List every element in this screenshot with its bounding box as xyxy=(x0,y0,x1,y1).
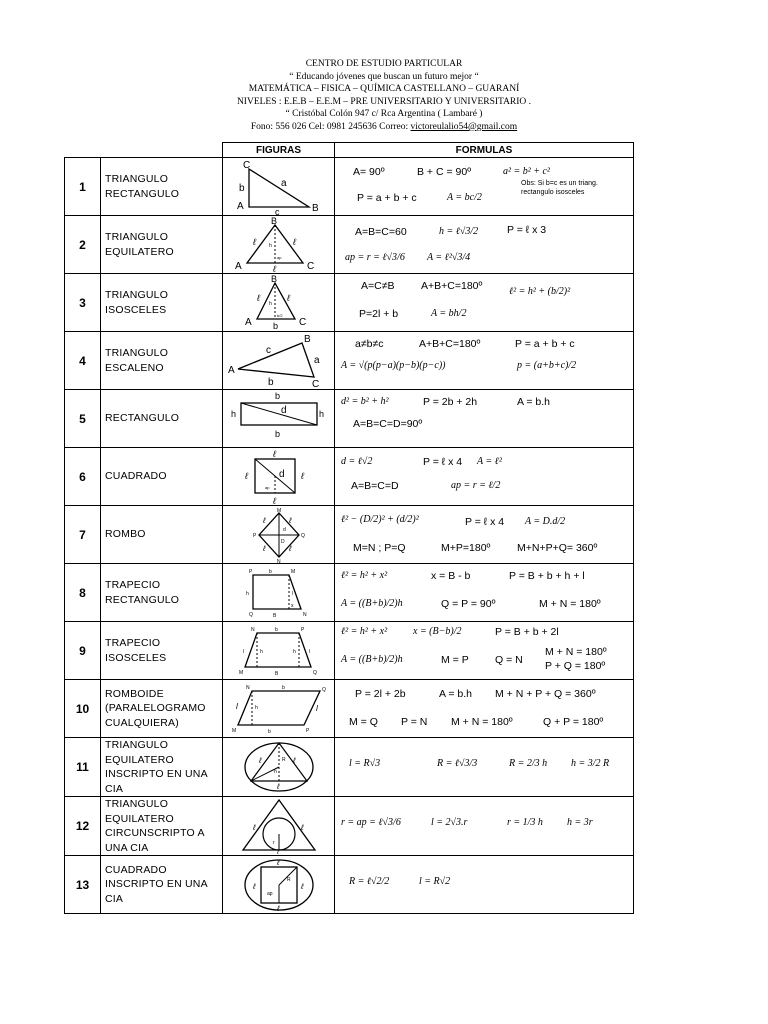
label-r: r xyxy=(272,840,275,846)
label-C: C xyxy=(306,260,314,272)
formula: A=B=C=D=90º xyxy=(353,418,423,430)
row-number: 8 xyxy=(65,564,101,622)
label-N: N xyxy=(250,626,255,633)
header-title: CENTRO DE ESTUDIO PARTICULAR xyxy=(305,59,463,69)
label-l: l xyxy=(308,648,310,655)
label-R: R xyxy=(281,757,286,763)
label-A: A xyxy=(236,200,244,212)
table-row xyxy=(65,506,634,564)
label-b: b xyxy=(274,428,280,439)
table-row xyxy=(65,274,634,332)
formula: A = ((B+b)/2)h xyxy=(341,598,403,609)
formula: M + N = 180º xyxy=(545,646,607,658)
figure-name: RECTANGULO xyxy=(101,390,223,448)
label-l: ℓ xyxy=(288,515,292,525)
figure-cell xyxy=(223,506,335,564)
label-b: b xyxy=(272,320,278,331)
row-number: 3 xyxy=(65,274,101,332)
formula-cell xyxy=(335,158,634,216)
formula: A = bc/2 xyxy=(447,192,482,203)
label-h: h xyxy=(292,648,296,655)
formula: x = B - b xyxy=(431,570,471,582)
label-d: d xyxy=(282,526,286,533)
formula: l = R√3 xyxy=(349,758,381,769)
table-row xyxy=(65,158,634,216)
formulas-table xyxy=(64,142,634,914)
formula-cell xyxy=(335,390,634,448)
formula-cell xyxy=(335,506,634,564)
formula: M+N+P+Q= 360º xyxy=(517,542,598,554)
figure-name: CUADRADO xyxy=(101,448,223,506)
figure-name: TRIANGULO RECTANGULO xyxy=(101,158,223,216)
label-l: ℓ xyxy=(272,448,276,459)
label-l: ℓ xyxy=(258,756,262,765)
formula: ap = r = ℓ√3/6 xyxy=(345,252,405,263)
label-b2: b/2 xyxy=(276,312,283,318)
label-l: ℓ xyxy=(252,236,256,247)
label-N: N xyxy=(245,684,250,691)
header-contact xyxy=(0,121,768,134)
label-B: B xyxy=(272,612,276,619)
label-C: C xyxy=(311,378,319,389)
formula: P = N xyxy=(401,716,428,728)
formula-cell xyxy=(335,448,634,506)
label-b: b xyxy=(268,568,272,575)
label-l: ℓ xyxy=(276,903,280,913)
formula: r = ap = ℓ√3/6 xyxy=(341,817,401,828)
col-figuras-header: FIGURAS xyxy=(223,143,335,158)
row-number: 5 xyxy=(65,390,101,448)
formula: A = b.h xyxy=(517,396,550,408)
formula: A= 90º xyxy=(353,166,385,178)
formula: A = bh/2 xyxy=(431,308,467,319)
label-a: a xyxy=(280,177,287,189)
formula: P=2l + b xyxy=(359,308,399,320)
formula: M = Q xyxy=(349,716,378,728)
figure-cell xyxy=(223,564,335,622)
formula-cell xyxy=(335,797,634,856)
label-l: ℓ xyxy=(288,543,292,553)
label-b: b xyxy=(267,376,274,388)
label-P: P xyxy=(300,626,304,633)
label-h: h xyxy=(245,590,249,597)
figure-cell xyxy=(223,158,335,216)
formula: ℓ² − (D/2)² + (d/2)² xyxy=(341,514,419,525)
formula: h = 3r xyxy=(567,817,593,828)
label-l: ℓ xyxy=(256,292,260,303)
label-c: c xyxy=(265,344,271,356)
label-B: B xyxy=(274,670,278,677)
label-l: ℓ xyxy=(262,543,266,553)
label-M: M xyxy=(276,507,281,514)
formula: A=B=C=60 xyxy=(355,226,407,238)
label-N: N xyxy=(302,611,307,618)
formula: h = ℓ√3/2 xyxy=(439,226,479,237)
figure-name: TRIANGULO ESCALENO xyxy=(101,332,223,390)
formula-cell xyxy=(335,856,634,914)
label-A: A xyxy=(227,364,235,376)
formula: Q = N xyxy=(495,654,523,666)
inscribed-triangle-figure xyxy=(229,739,329,795)
figure-cell xyxy=(223,680,335,738)
figure-name: CUADRADO INSCRIPTO EN UNA CIA xyxy=(101,856,223,914)
table-header-row xyxy=(65,143,634,158)
table-row xyxy=(65,797,634,856)
label-h: h xyxy=(268,300,272,307)
formula: P = B + b + 2l xyxy=(495,626,559,638)
label-M: M xyxy=(238,669,243,676)
formula: P = B + b + h + l xyxy=(509,570,585,582)
label-h: h xyxy=(273,769,277,775)
formula: x = (B−b)/2 xyxy=(413,626,462,637)
label-l: ℓ xyxy=(252,823,256,832)
label-l: ℓ xyxy=(276,850,279,854)
table-row xyxy=(65,738,634,797)
formula-cell xyxy=(335,738,634,797)
label-P: P xyxy=(252,532,256,539)
label-C: C xyxy=(242,159,250,171)
formula: M=N ; P=Q xyxy=(353,542,406,554)
label-x: x xyxy=(290,602,293,609)
formula: a≠b≠c xyxy=(355,338,384,350)
label-l: l xyxy=(315,703,318,713)
row-number: 11 xyxy=(65,738,101,797)
formula-cell xyxy=(335,564,634,622)
formula: B + C = 90º xyxy=(417,166,472,178)
label-ap: ap xyxy=(266,890,273,897)
formula: d² = b² + h² xyxy=(341,396,389,407)
figure-name: TRIANGULO EQUILATERO xyxy=(101,216,223,274)
label-b: b xyxy=(274,390,280,401)
figure-name: TRAPECIO ISOSCELES xyxy=(101,622,223,680)
formula: A = ℓ²√3/4 xyxy=(427,252,471,263)
formula: A = ℓ² xyxy=(477,456,502,467)
circumscribed-triangle-figure xyxy=(229,798,329,854)
label-l: ℓ xyxy=(300,470,304,481)
formula: R = ℓ√3/3 xyxy=(437,758,478,769)
inscribed-square-figure xyxy=(229,857,329,913)
formula: A=B=C=D xyxy=(351,480,399,492)
formula: p = (a+b+c)/2 xyxy=(517,360,577,371)
label-h: h xyxy=(230,408,236,419)
formula: A+B+C=180º xyxy=(419,338,481,350)
label-l: ℓ xyxy=(286,292,290,303)
formula: R = 2/3 h xyxy=(509,758,548,769)
formula: ap = r = ℓ/2 xyxy=(451,480,501,491)
parallelogram-figure xyxy=(224,681,334,737)
formula-cell xyxy=(335,680,634,738)
formula: M + N + P + Q = 360º xyxy=(495,688,596,700)
formula: A = √(p(p−a)(p−b)(p−c)) xyxy=(341,360,446,371)
label-P: P xyxy=(248,568,252,575)
formula: M + N = 180º xyxy=(451,716,513,728)
figure-cell xyxy=(223,622,335,680)
label-l: ℓ xyxy=(300,823,304,832)
figure-name: ROMBO xyxy=(101,506,223,564)
figure-cell xyxy=(223,216,335,274)
figure-name: TRIANGULO EQUILATERO CIRCUNSCRIPTO A UNA CIA xyxy=(101,797,223,856)
scalene-triangle-figure xyxy=(224,333,334,389)
figure-cell xyxy=(223,738,335,797)
figure-cell xyxy=(223,856,335,914)
label-l: l xyxy=(235,701,238,711)
formula: A = ((B+b)/2)h xyxy=(341,654,403,665)
label-l: ℓ xyxy=(244,470,248,481)
formula: h = 3/2 R xyxy=(571,758,610,769)
equilateral-triangle-figure xyxy=(229,217,329,273)
table-row xyxy=(65,564,634,622)
formula: P = a + b + c xyxy=(515,338,575,350)
figure-cell xyxy=(223,797,335,856)
label-D: D xyxy=(280,538,285,545)
label-P: P xyxy=(305,727,309,734)
label-d: d xyxy=(278,468,285,480)
rectangle-figure xyxy=(227,391,331,447)
right-triangle-figure xyxy=(229,159,329,215)
label-h: h xyxy=(254,704,258,711)
label-Q: Q xyxy=(300,532,305,539)
figure-name: TRAPECIO RECTANGULO xyxy=(101,564,223,622)
label-l: ℓ xyxy=(272,263,276,273)
formula: P = ℓ x 4 xyxy=(423,456,463,468)
label-l: l xyxy=(291,590,293,597)
label-h: h xyxy=(268,242,272,249)
table-row xyxy=(65,622,634,680)
label-l: ℓ xyxy=(272,495,276,505)
label-b: b xyxy=(274,626,278,633)
table-row xyxy=(65,390,634,448)
figure-cell xyxy=(223,332,335,390)
formula: l = R√2 xyxy=(419,876,451,887)
formula: M + N = 180º xyxy=(539,598,601,610)
formula: M+P=180º xyxy=(441,542,491,554)
formula: P = ℓ x 4 xyxy=(465,516,505,528)
rhombus-figure xyxy=(229,507,329,563)
label-R: R xyxy=(286,876,291,883)
figure-cell xyxy=(223,390,335,448)
label-B: B xyxy=(311,202,319,214)
row-number: 10 xyxy=(65,680,101,738)
row-number: 2 xyxy=(65,216,101,274)
label-b: b xyxy=(238,182,245,194)
formula: A=C≠B xyxy=(361,280,395,292)
formula-cell xyxy=(335,622,634,680)
table-row xyxy=(65,448,634,506)
formula-cell xyxy=(335,332,634,390)
label-B: B xyxy=(303,333,311,345)
label-Q: Q xyxy=(312,669,317,676)
formula: P = 2l + 2b xyxy=(355,688,406,700)
isosceles-triangle-figure xyxy=(229,275,329,331)
formula: a² = b² + c² xyxy=(503,166,550,177)
row-number: 6 xyxy=(65,448,101,506)
header-phones: Fono: 556 026 Cel: 0981 245636 Correo: xyxy=(250,121,411,132)
header-subjects: MATEMÁTICA – FISICA – QUÍMICA CASTELLANO – GUARANÍ xyxy=(248,84,520,95)
label-l: ℓ xyxy=(276,857,280,867)
table-row xyxy=(65,332,634,390)
row-number: 13 xyxy=(65,856,101,914)
label-l: ℓ xyxy=(252,881,256,891)
label-b: b xyxy=(281,684,285,691)
formula: M = P xyxy=(441,654,469,666)
header-slogan: “ Educando jóvenes que buscan un futuro mejor “ xyxy=(289,71,479,82)
label-B: B xyxy=(270,274,277,284)
label-M: M xyxy=(290,568,295,575)
table-row xyxy=(65,856,634,914)
label-A: A xyxy=(244,316,252,328)
formula: r = 1/3 h xyxy=(507,817,543,828)
label-l: l xyxy=(242,648,244,655)
label-C: C xyxy=(298,316,306,328)
label-c: c xyxy=(274,206,279,215)
formula: P = ℓ x 3 xyxy=(507,224,547,236)
header-address: “ Cristóbal Colón 947 c/ Rca Argentina ( Lambaré ) xyxy=(285,109,483,120)
row-number: 9 xyxy=(65,622,101,680)
formula: d = ℓ√2 xyxy=(341,456,373,467)
label-b: b xyxy=(267,728,271,735)
formula-note: Obs: Si b=c es un triang. rectangulo isosceles xyxy=(521,180,598,196)
formula: R = ℓ√2/2 xyxy=(349,876,390,887)
formula: A+B+C=180º xyxy=(421,280,483,292)
row-number: 4 xyxy=(65,332,101,390)
label-h: h xyxy=(259,648,263,655)
label-h: h xyxy=(318,408,324,419)
label-l: ℓ xyxy=(292,236,296,247)
label-ap: ap xyxy=(276,254,281,260)
row-number: 7 xyxy=(65,506,101,564)
label-l: ℓ xyxy=(262,515,266,525)
formula: P = 2b + 2h xyxy=(423,396,478,408)
row-number: 12 xyxy=(65,797,101,856)
formula: Q = P = 90º xyxy=(441,598,496,610)
right-trapezoid-figure xyxy=(229,565,329,621)
document-header xyxy=(0,58,768,134)
label-A: A xyxy=(234,260,242,272)
label-l: ℓ xyxy=(300,881,304,891)
label-B: B xyxy=(270,216,277,226)
label-Q: Q xyxy=(321,686,326,693)
label-N: N xyxy=(276,558,281,563)
formula: P = a + b + c xyxy=(357,192,417,204)
label-d: d xyxy=(280,404,287,416)
square-figure xyxy=(229,449,329,505)
isosceles-trapezoid-figure xyxy=(229,623,329,679)
figure-name: ROMBOIDE (PARALELOGRAMO CUALQUIERA) xyxy=(101,680,223,738)
formula: ℓ² = h² + (b/2)² xyxy=(509,286,571,297)
header-email[interactable]: victoreulalio54@gmail.com xyxy=(410,121,518,132)
figure-name: TRIANGULO EQUILATERO INSCRIPTO EN UNA CIA xyxy=(101,738,223,797)
col-formulas-header: FORMULAS xyxy=(335,143,634,158)
formula: Q + P = 180º xyxy=(543,716,604,728)
figure-name: TRIANGULO ISOSCELES xyxy=(101,274,223,332)
table-row xyxy=(65,216,634,274)
label-ap: ap xyxy=(264,484,269,490)
formula: P + Q = 180º xyxy=(545,660,606,672)
label-M: M xyxy=(231,727,236,734)
label-l: ℓ xyxy=(276,782,280,791)
formula-cell xyxy=(335,216,634,274)
row-number: 1 xyxy=(65,158,101,216)
formula: l = 2√3.r xyxy=(431,817,468,828)
table-row xyxy=(65,680,634,738)
formula: ℓ² = h² + x² xyxy=(341,626,388,637)
formula: A = b.h xyxy=(439,688,472,700)
figure-cell xyxy=(223,274,335,332)
formula: ℓ² = h² + x² xyxy=(341,570,388,581)
formula-cell xyxy=(335,274,634,332)
label-a: a xyxy=(313,354,320,366)
header-levels: NIVELES : E.E.B – E.E.M – PRE UNIVERSITARIO Y UNIVERSITARIO . xyxy=(236,96,532,107)
label-Q: Q xyxy=(248,611,253,618)
label-l: ℓ xyxy=(292,756,296,765)
formula: A = D.d/2 xyxy=(525,516,566,527)
figure-cell xyxy=(223,448,335,506)
